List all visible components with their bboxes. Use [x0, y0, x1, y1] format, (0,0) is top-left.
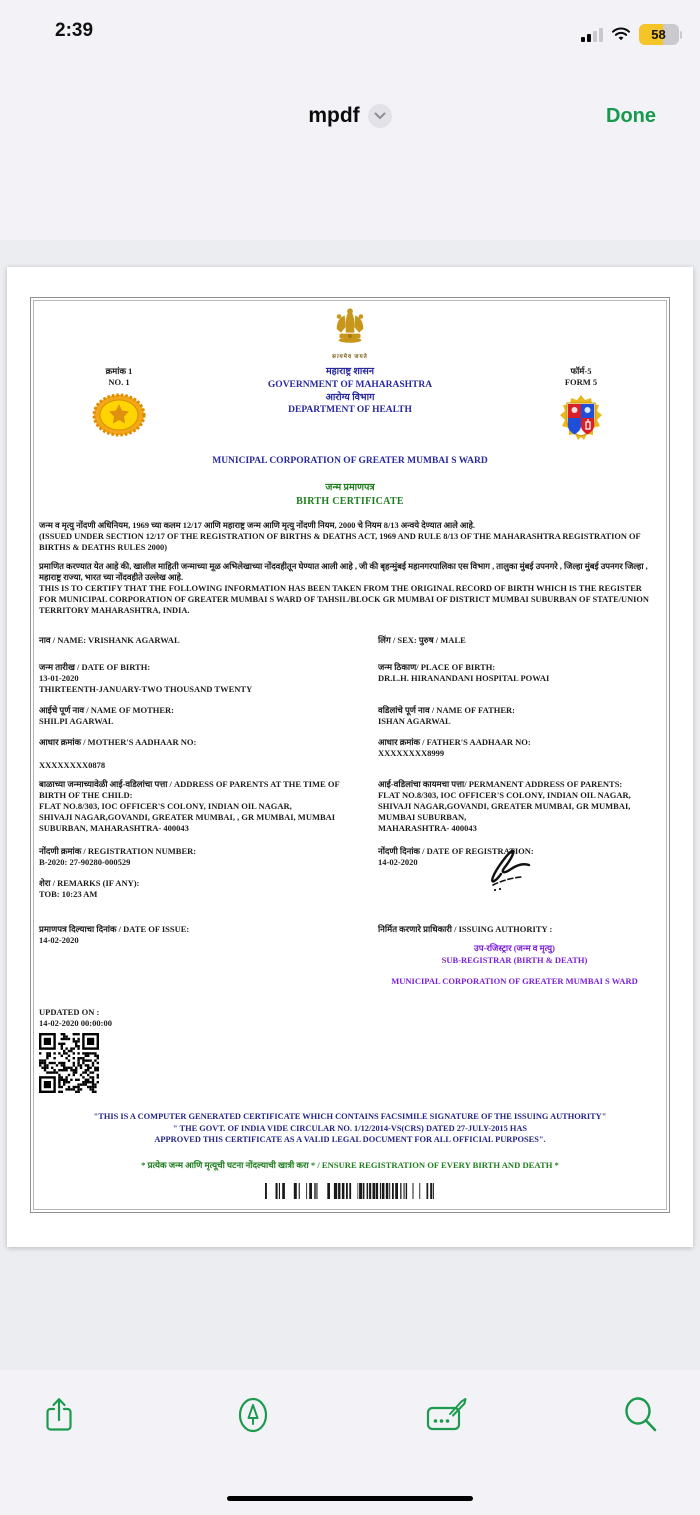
updated-on-label: UPDATED ON : — [39, 1007, 100, 1018]
field-sex — [378, 635, 661, 646]
battery-icon — [639, 24, 679, 45]
field-permanent-address — [378, 779, 661, 834]
pdf-page — [7, 267, 693, 1247]
authority-label: निर्मित करणारे प्राधिकारी / ISSUING AUTHORITY : — [377, 924, 553, 935]
dob-words: THIRTEENTH-JANUARY-TWO THOUSAND TWENTY — [39, 683, 253, 694]
pdf-viewport[interactable] — [0, 240, 700, 1370]
serial-label-mr: क्रमांक 1 — [105, 366, 133, 376]
field-name — [39, 635, 378, 646]
municipal-crest-icon — [555, 393, 607, 443]
footer-line-2: " THE GOVT. OF INDIA VIDE CIRCULAR NO. 1/12/2014-VS(CRS) DATED 27-JULY-2015 HAS — [172, 1123, 528, 1133]
birth-address-line: FLAT NO.8/303, IOC OFFICER'S COLONY, INDIAN OIL NAGAR, — [39, 800, 292, 811]
serial-label-en: NO. 1 — [108, 377, 130, 388]
act-text-en: (ISSUED UNDER SECTION 12/17 OF THE REGISTRATION OF BIRTHS & DEATHS ACT, 1969 AND RULE 8/13 OF THE MAHARASHTRA REGISTRATION OF BIRTHS & DEATHS RULES 2000) — [39, 531, 641, 552]
emblem-caption: सत्यमेव जयते — [332, 354, 368, 360]
father-label: वडिलांचे पूर्ण नाव / NAME OF FATHER: — [377, 704, 515, 715]
permanent-address-line: FLAT NO.8/303, IOC OFFICER'S COLONY, INDIAN OIL NAGAR, — [377, 789, 631, 800]
reg-date-value: 14-02-2020 — [377, 857, 418, 868]
form-label-mr: फॉर्म-5 — [570, 366, 592, 376]
field-place-of-birth — [378, 662, 661, 695]
father-aadhaar-label: आधार क्रमांक / FATHER'S AADHAAR NO: — [377, 736, 531, 747]
certificate-fields — [39, 635, 661, 988]
search-icon — [623, 1396, 659, 1434]
cellular-signal-icon — [581, 28, 603, 42]
national-emblem-icon — [330, 306, 370, 346]
document-title: mpdf — [308, 104, 360, 127]
authority-title-mr: उप-रजिस्ट्रार (जन्म व मृत्यु) — [474, 943, 555, 954]
reg-no-value: B-2020: 27-90280-000529 — [39, 857, 131, 868]
footer-line-3: APPROVED THIS CERTIFICATE AS A VALID LEGAL DOCUMENT FOR ALL OFFICIAL PURPOSES". — [154, 1134, 546, 1144]
name-value: VRISHANK AGARWAL — [88, 634, 180, 645]
reg-date-label: नोंदणी दिनांक / DATE OF REGISTRATION: — [377, 846, 534, 857]
markup-button[interactable] — [230, 1392, 276, 1438]
field-issuing-authority — [378, 924, 661, 987]
nav-bar — [0, 90, 700, 150]
reg-no-label: नोंदणी क्रमांक / REGISTRATION NUMBER: — [39, 846, 197, 857]
share-icon — [44, 1396, 74, 1434]
form-label-en: FORM 5 — [564, 377, 598, 388]
home-indicator[interactable] — [227, 1496, 473, 1501]
field-date-of-issue — [39, 924, 378, 987]
signature-icon — [471, 844, 541, 896]
status-bar — [0, 0, 700, 60]
sex-value: पुरुष / MALE — [418, 634, 466, 645]
markup-pen-icon — [237, 1396, 269, 1434]
share-button[interactable] — [36, 1392, 82, 1438]
dob-value: 13-01-2020 — [39, 672, 79, 683]
corporation-title: MUNICIPAL CORPORATION OF GREATER MUMBAI S WARD — [212, 456, 488, 467]
dept-title-mr: आरोग्य विभाग — [325, 392, 375, 403]
govt-title-en: GOVERNMENT OF MAHARASHTRA — [267, 379, 433, 390]
permanent-address-line: MUMBAI SUBURBAN, — [377, 812, 467, 823]
qr-code — [39, 1033, 99, 1093]
title-menu-button[interactable] — [368, 104, 392, 128]
authority-organization: MUNICIPAL CORPORATION OF GREATER MUMBAI S WARD — [391, 976, 638, 987]
certificate-border — [30, 297, 670, 1213]
father-value: ISHAN AGARWAL — [377, 715, 451, 726]
field-father-name — [378, 705, 661, 727]
pob-label: जन्म ठिकाण/ PLACE OF BIRTH: — [377, 661, 496, 672]
remarks-value: TOB: 10:23 AM — [39, 889, 98, 900]
mother-aadhaar-label: आधार क्रमांक / MOTHER'S AADHAAR NO: — [39, 736, 197, 747]
father-aadhaar-value: XXXXXXXX8999 — [377, 747, 445, 758]
mother-value: SHILPI AGARWAL — [39, 715, 114, 726]
search-button[interactable] — [618, 1392, 664, 1438]
birth-address-line: SHIVAJI NAGAR,GOVANDI, GREATER MUMBAI, , GR MUMBAI, MUMBAI — [39, 812, 336, 823]
act-text-mr: जन्म व मृत्यु नोंदणी अधिनियम, 1969 च्या कलम 12/17 आणि महाराष्ट्र जन्म आणि मृत्यु नोंदणी नियम, 2000 चे नियम 8/13 अन्वये देण्यात आले आहे. — [39, 520, 476, 530]
field-father-aadhaar — [378, 737, 661, 771]
certify-text-mr: प्रमाणित करण्यात येत आहे की, खालील माहिती जन्माच्या मूळ अभिलेखाच्या नोंदवहीतून घेण्यात आली आहे , जी की बृहन्मुंबई महानगरपालिका एस विभाग , तालुका मुंबई उपनगरे , जिल्हा मुंबई उपनगर जिल्हा , महाराष्ट्र राज्या, भारत च्या नोंदवहीते उल्लेख आहे. — [39, 562, 648, 583]
birth-certificate-title-mr: जन्म प्रमाणपत्र — [325, 483, 375, 494]
dob-label: जन्म तारीख / DATE OF BIRTH: — [39, 661, 151, 672]
birth-certificate-title-en: BIRTH CERTIFICATE — [296, 495, 404, 507]
field-registration-number — [39, 846, 378, 868]
permanent-address-label: आई-वडिलांचा कायमचा पत्ता/ PERMANENT ADDRESS OF PARENTS: — [377, 778, 623, 789]
pob-value: DR.L.H. HIRANANDANI HOSPITAL POWAI — [377, 672, 550, 683]
certify-text-en: THIS IS TO CERTIFY THAT THE FOLLOWING INFORMATION HAS BEEN TAKEN FROM THE ORIGINAL RECORD OF BIRTH WHICH IS THE REGISTER FOR MUNICIPAL CORPORATION OF GREATER MUMBAI S WARD OF TAHSIL/BLOCK GR MUMBAI OF DISTRICT MUMBAI SUBURBAN OF STATE/UNION TERRITORY MAHARASHTRA, INDIA. — [39, 584, 649, 616]
battery-percent: 58 — [651, 27, 666, 42]
field-date-of-birth — [39, 662, 378, 695]
done-button[interactable]: Done — [606, 105, 656, 127]
bottom-toolbar — [0, 1370, 700, 1515]
name-label: नाव / NAME: — [39, 634, 87, 645]
issue-date-label: प्रमाणपत्र दिल्याचा दिनांक / DATE OF ISSUE: — [39, 924, 190, 935]
footer-line-1: "THIS IS A COMPUTER GENERATED CERTIFICATE WHICH CONTAINS FACSIMILE SIGNATURE OF THE ISSUING AUTHORITY" — [93, 1112, 607, 1122]
battery-nub — [680, 31, 683, 39]
permanent-address-line: MAHARASHTRA- 400043 — [377, 823, 477, 834]
field-remarks — [39, 878, 378, 900]
updated-on-value: 14-02-2020 00:00:00 — [39, 1018, 112, 1029]
mother-aadhaar-value: XXXXXXXX0878 — [39, 759, 106, 770]
issue-date-value: 14-02-2020 — [39, 935, 79, 946]
footer-slogan: * प्रत्येक जन्म आणि मृत्यूची घटना नोंदल्याची खात्री करा * / ENSURE REGISTRATION OF EVERY BIRTH AND DEATH * — [141, 1159, 559, 1170]
field-mother-aadhaar — [39, 737, 378, 771]
birth-address-label: बाळाच्या जन्माच्यावेळी आई-वडिलांचा पत्ता / ADDRESS OF PARENTS AT THE TIME OF BIRTH OF THE CHILD: — [39, 778, 340, 800]
authority-title-en: SUB-REGISTRAR (BIRTH & DEATH) — [441, 954, 588, 965]
birth-address-line: SUBURBAN, MAHARASHTRA- 400043 — [39, 823, 189, 834]
field-birth-address — [39, 779, 378, 834]
barcode — [263, 1183, 438, 1204]
mother-label: आईचे पूर्ण नाव / NAME OF MOTHER: — [39, 704, 174, 715]
govt-title-mr: महाराष्ट्र शासन — [325, 367, 375, 377]
permanent-address-line: SHIVAJI NAGAR,GOVANDI, GREATER MUMBAI, GR MUMBAI, — [377, 800, 631, 811]
fill-and-sign-button[interactable] — [424, 1392, 470, 1438]
wifi-icon — [611, 27, 631, 42]
maharashtra-seal-icon — [92, 393, 146, 437]
clock: 2:39 — [55, 20, 94, 41]
sex-label: लिंग / SEX: — [377, 634, 417, 645]
fill-and-sign-icon — [426, 1397, 468, 1433]
chevron-down-icon — [374, 112, 386, 120]
field-mother-name — [39, 705, 378, 727]
remarks-label: शेरा / REMARKS (IF ANY): — [39, 878, 140, 889]
signature-area — [378, 878, 661, 900]
dept-title-en: DEPARTMENT OF HEALTH — [288, 405, 412, 416]
